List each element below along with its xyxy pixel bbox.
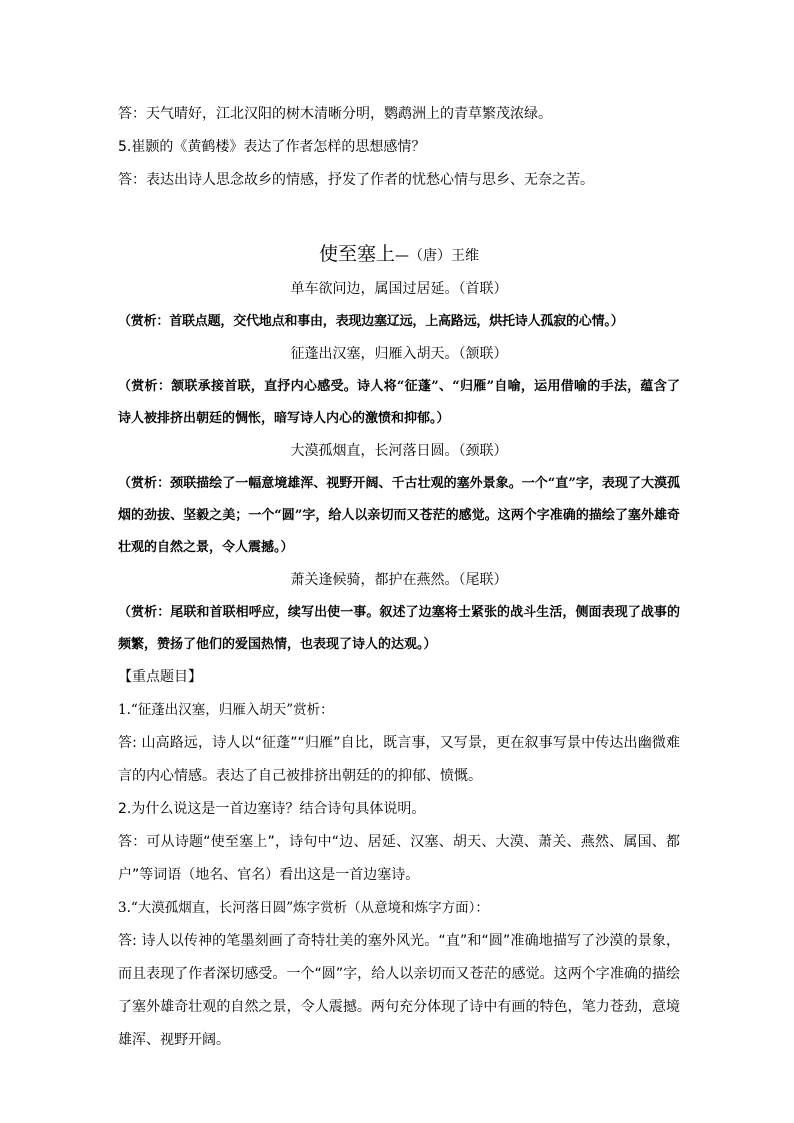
appreciation-note: （赏析：尾联和首联相呼应，续写出使一事。叙述了边塞将士紧张的战斗生活，侧面表现了战事的频繁，赞扬了他们的爱国热情，也表现了诗人的达观。） — [118, 605, 680, 652]
verse-line: 大漠孤烟直，长河落日圆。（颈联） — [290, 443, 508, 459]
answer-5: 答：表达出诗人思念故乡的情感，抒发了作者的忧愁心情与思乡、无奈之苦。 — [118, 172, 594, 188]
key-question: 1.“征蓬出汉塞，归雁入胡天”赏析： — [118, 702, 334, 718]
verse-line: 征蓬出汉塞，归雁入胡天。（颔联） — [290, 346, 508, 362]
key-question: 2.为什么说这是一首边塞诗？结合诗句具体说明。 — [118, 801, 426, 817]
key-answer: 答: 诗人以传神的笔墨刻画了奇特壮美的塞外风光。“直”和“圆”准确地描写了沙漠的景象，而且表现了作者深切感受。一个“圆”字，给人以亲切而又苍茫的感觉。这两个字准确的描绘了塞外雄奇壮观的自然之景，令人震撼。两句充分体现了诗中有画的特色，笔力苍劲，意境雄浑、视野开阔。 — [118, 933, 680, 1048]
section-header: 【重点题目】 — [118, 669, 202, 685]
key-question: 3.“大漠孤烟直，长河落日圆”炼字赏析（从意境和炼字方面）： — [118, 900, 489, 916]
key-answer: 答：可从诗题“使至塞上”，诗句中“边、居延、汉塞、胡天、大漠、萧关、燕然、属国、都户”等词语（地名、官名）看出这是一首边塞诗。 — [118, 834, 680, 883]
poem-author: —（唐）王维 — [395, 248, 479, 264]
key-answer: 答: 山高路远，诗人以“征蓬”“归雁”自比，既言事，又写景，更在叙事写景中传达出幽微难言的内心情感。表达了自己被排挤出朝廷的的抑郁、愤慨。 — [118, 735, 680, 784]
appreciation-note: （赏析：首联点题，交代地点和事由，表现边塞辽远，上高路远，烘托诗人孤寂的心情。） — [118, 314, 624, 329]
document-page — [118, 98, 680, 1057]
verse-line: 萧关逢候骑，都护在燕然。（尾联） — [290, 572, 508, 588]
appreciation-note: （赏析：颈联描绘了一幅意境雄浑、视野开阔、千古壮观的塞外景象。一个“直”字，表现了大漠孤烟的劲拔、坚毅之美；一个“圆”字，给人以亲切而又苍茫的感觉。这两个字准确的描绘了塞外雄奇壮观的自然之景，令人震撼。） — [118, 476, 680, 555]
question-5: 5.崔颢的《黄鹤楼》表达了作者怎样的思想感情？ — [118, 139, 426, 155]
answer-4: 答：天气晴好，江北汉阳的树木清晰分明，鹦鹉洲上的青草繁茂浓绿。 — [118, 106, 552, 122]
appreciation-note: （赏析：颔联承接首联，直抒内心感受。诗人将“征蓬”、“归雁”自喻，运用借喻的手法，蕴含了诗人被排挤出朝廷的惆怅，暗写诗人内心的激愤和抑郁。） — [118, 379, 680, 426]
poem-title: 使至塞上 — [318, 243, 395, 265]
verse-line: 单车欲问边，属国过居延。（首联） — [290, 281, 508, 297]
poem-title-line — [118, 237, 680, 273]
